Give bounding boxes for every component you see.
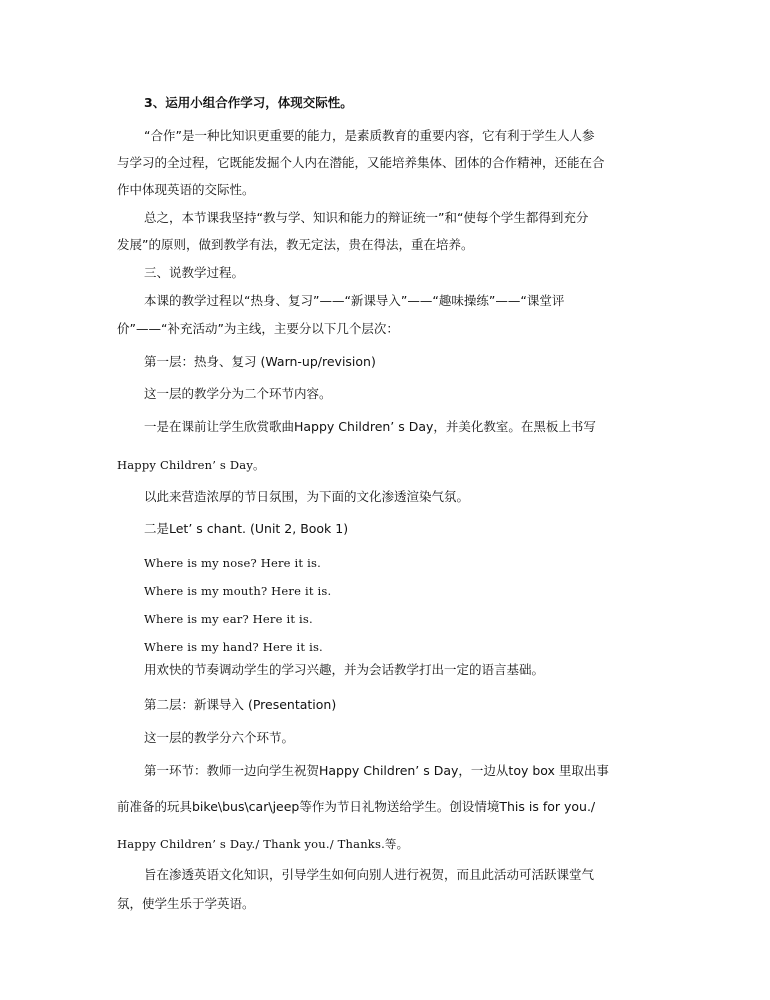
section-heading-cooperative-learning: 3、运用小组合作学习，体现交际性。: [144, 95, 353, 110]
paragraph-line: 以此来营造浓厚的节日氛围，为下面的文化渗透渲染气氛。: [144, 489, 470, 504]
paragraph-line: 总之，本节课我坚持“教与学、知识和能力的辩证统一”和“使每个学生都得到充分: [144, 210, 589, 225]
paragraph-line: “合作”是一种比知识更重要的能力，是素质教育的重要内容，它有利于学生人人参: [144, 128, 595, 143]
subheading-warm-up: 第一层：热身、复习 (Warn-up/revision): [144, 354, 376, 369]
paragraph-line: 第一环节：教师一边向学生祝贺Happy Children’ s Day，一边从toy box 里取出事: [144, 763, 609, 778]
paragraph-line: 这一层的教学分六个环节。: [144, 730, 295, 745]
subheading-presentation: 第二层：新课导入 (Presentation): [144, 697, 337, 712]
paragraph-line: 这一层的教学分为二个环节内容。: [144, 386, 332, 401]
chant-line: Where is my hand? Here it is.: [144, 640, 323, 654]
paragraph-line: 氛，使学生乐于学英语。: [117, 896, 255, 911]
paragraph-line: 用欢快的节奏调动学生的学习兴趣，并为会话教学打出一定的语言基础。: [144, 662, 545, 677]
paragraph-line: 旨在渗透英语文化知识，引导学生如何向别人进行祝贺，而且此活动可活跃课堂气: [144, 867, 595, 882]
chant-line: Where is my mouth? Here it is.: [144, 584, 332, 598]
paragraph-line: 一是在课前让学生欣赏歌曲Happy Children’ s Day，并美化教室。在黑板上书写: [144, 419, 596, 434]
paragraph-line: 前准备的玩具bike\bus\car\jeep等作为节日礼物送给学生。创设情境This is for you./: [117, 799, 596, 814]
paragraph-line: 与学习的全过程，它既能发掘个人内在潜能，又能培养集体、团体的合作精神，还能在合: [117, 155, 605, 170]
paragraph-line: Happy Children’ s Day./ Thank you./ Thanks.等。: [117, 837, 409, 851]
paragraph-line: 价”——“补充活动”为主线，主要分以下几个层次：: [117, 321, 399, 336]
section-heading-teaching-process: 三、说教学过程。: [144, 265, 245, 280]
paragraph-line: 发展”的原则，做到教学有法，教无定法，贵在得法，重在培养。: [117, 237, 474, 252]
chant-line: Where is my nose? Here it is.: [144, 556, 321, 570]
paragraph-line: 作中体现英语的交际性。: [117, 182, 255, 197]
paragraph-line: Happy Children’ s Day。: [117, 458, 265, 472]
paragraph-line: 本课的教学过程以“热身、复习”——“新课导入”——“趣味操练”——“课堂评: [144, 293, 565, 308]
chant-line: Where is my ear? Here it is.: [144, 612, 313, 626]
paragraph-line: 二是Let’ s chant. (Unit 2, Book 1): [144, 521, 349, 536]
